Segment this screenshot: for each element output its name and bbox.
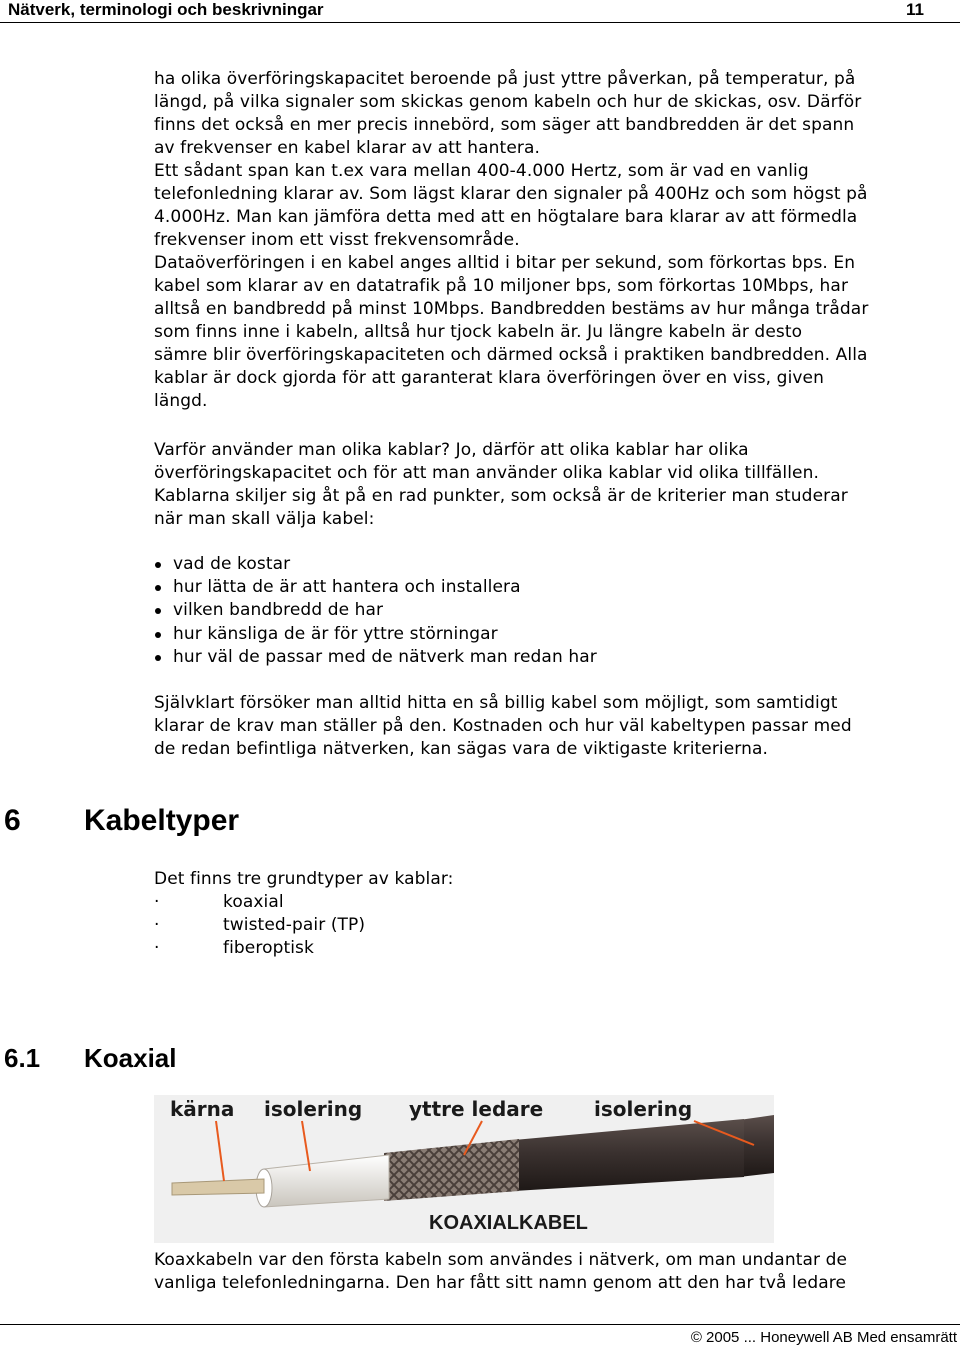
list-item-text: hur väl de passar med de nätverk man redan har — [173, 646, 597, 667]
text-line: Dataöverföringen i en kabel anges alltid i bitar per sekund, som förkortas bps. En — [154, 253, 856, 273]
koaxial-paragraph — [154, 1249, 954, 1295]
text-line: kabel som klarar av en datatrafik på 10 miljoner bps, som förkortas 10Mbps, har — [154, 276, 849, 296]
list-marker: · — [154, 915, 160, 935]
text-line: alltså en bandbredd på minst 10Mbps. Bandbredden bestäms av hur många trådar — [154, 299, 869, 319]
section-title: Koaxial — [84, 1043, 177, 1073]
text-line: Det finns tre grundtyper av kablar: — [154, 869, 454, 889]
list-marker: · — [154, 892, 160, 912]
text-line: Kablarna skiljer sig åt på en rad punkter, som också är de kriterier man studerar — [154, 486, 848, 506]
label-outer-conductor: yttre ledare — [409, 1097, 544, 1121]
list-item-text: hur känsliga de är för yttre störningar — [173, 623, 498, 644]
list-item — [154, 576, 854, 599]
text-line: som finns inne i kabeln, alltså hur tjock kabeln är. Ju längre kabeln är desto — [154, 322, 803, 342]
bullet-icon — [155, 562, 161, 568]
section-number: 6.1 — [4, 1043, 41, 1073]
section-heading-kabeltyper — [4, 803, 239, 839]
text-line: längd. — [154, 391, 208, 411]
list-item — [154, 646, 854, 669]
list-item-text: fiberoptisk — [223, 938, 314, 958]
text-line: vanliga telefonledningarna. Den har fått sitt namn genom att den har två ledare — [154, 1273, 847, 1293]
text-line: Koaxkabeln var den första kabeln som användes i nätverk, om man undantar de — [154, 1250, 848, 1270]
page-header — [0, 0, 960, 23]
list-item — [154, 599, 854, 622]
text-line: Ett sådant span kan t.ex vara mellan 400-4.000 Hertz, som är vad en vanlig — [154, 161, 809, 181]
text-line: finns det också en mer precis innebörd, som säger att bandbredden är det spann — [154, 115, 855, 135]
list-item-text: vad de kostar — [173, 554, 291, 574]
text-line: de redan befintliga nätverken, kan sägas vara de viktigaste kriterierna. — [154, 739, 768, 759]
list-item-text: vilken bandbredd de har — [173, 600, 384, 621]
criteria-list — [154, 553, 854, 669]
section-title: Kabeltyper — [84, 804, 240, 837]
list-item-text: hur lätta de är att hantera och installera — [173, 577, 521, 598]
label-insulation: isolering — [594, 1097, 693, 1121]
list-item — [154, 553, 854, 576]
coaxial-cable-figure — [154, 1095, 774, 1243]
conclusion-paragraph — [154, 692, 954, 761]
copyright-text: © 2005 ... Honeywell AB Med ensamrätt — [690, 1329, 957, 1346]
text-line: telefonledning klarar av. Som lägst klarar den signaler på 400Hz och som högst på — [154, 184, 868, 204]
section-number: 6 — [4, 804, 21, 837]
list-item — [154, 623, 854, 646]
list-item-text: twisted-pair (TP) — [223, 915, 366, 935]
text-line: längd, på vilka signaler som skickas genom kabeln och hur de skickas, osv. Därför — [154, 92, 862, 112]
text-line: ha olika överföringskapacitet beroende på just yttre påverkan, på temperatur, på — [154, 69, 856, 89]
bullet-icon — [155, 608, 161, 614]
list-marker: · — [154, 938, 160, 958]
text-line: 4.000Hz. Man kan jämföra detta med att en högtalare bara klarar av att förmedla — [154, 207, 858, 227]
page-number: 11 — [906, 0, 924, 19]
list-item-text: koaxial — [223, 892, 284, 912]
text-line: klarar de krav man ställer på den. Kostnaden och hur väl kabeltypen passar med — [154, 716, 852, 736]
section-heading-koaxial — [4, 1041, 177, 1075]
header-title: Nätverk, terminologi och beskrivningar — [8, 0, 324, 19]
text-line: Självklart försöker man alltid hitta en så billig kabel som möjligt, som samtidigt — [154, 693, 838, 713]
bullet-icon — [155, 655, 161, 661]
bullet-icon — [155, 585, 161, 591]
text-line: överföringskapacitet och för att man använder olika kablar vid olika tillfällen. — [154, 463, 819, 483]
figure-caption: KOAXIALKABEL — [429, 1212, 588, 1234]
text-line: när man skall välja kabel: — [154, 509, 375, 529]
text-line: sämre blir överföringskapaciteten och därmed också i praktiken bandbredden. Alla — [154, 345, 868, 365]
text-line: Varför använder man olika kablar? Jo, därför att olika kablar har olika — [154, 440, 749, 460]
why-paragraph — [154, 439, 954, 531]
text-line: av frekvenser en kabel klarar av att hantera. — [154, 138, 540, 158]
intro-paragraph — [154, 68, 954, 413]
page-footer — [0, 1324, 960, 1346]
label-core: kärna — [170, 1097, 235, 1121]
bullet-icon — [155, 632, 161, 638]
text-line: kablar är dock gjorda för att garanterat klara överföringen över en viss, given — [154, 368, 824, 388]
cable-types-intro — [154, 868, 954, 891]
label-insulation: isolering — [264, 1097, 363, 1121]
text-line: frekvenser inom ett visst frekvensområde. — [154, 230, 520, 250]
